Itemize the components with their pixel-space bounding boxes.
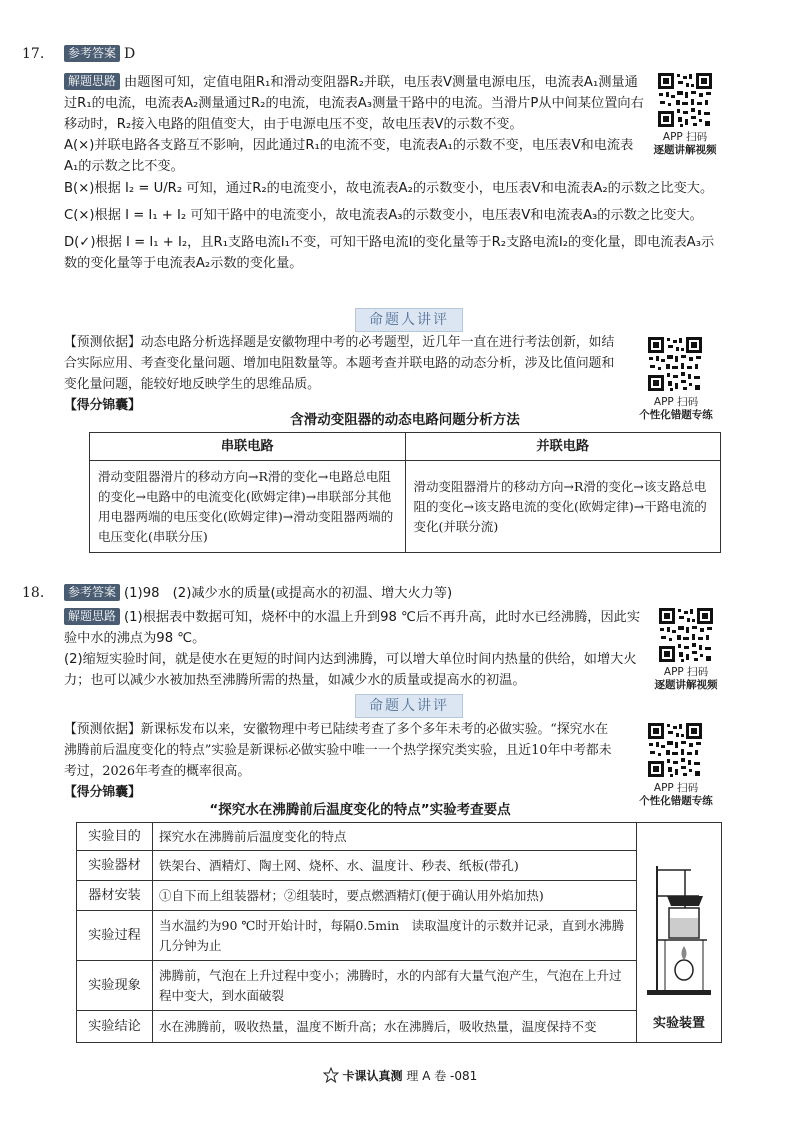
q18-commentary (64, 719, 619, 803)
qr-code-icon[interactable] (647, 722, 703, 778)
q17-table-title: 含滑动变阻器的动态电路问题分析方法 (290, 412, 520, 428)
row-key: 器材安装 (77, 881, 153, 911)
q18-predict: 【预测依据】新课标发布以来，安徽物理中考已陆续考查了多个多年未考的必做实验。“探究水在沸腾前后温度变化的特点”实验是新课标必做实验中唯一一个热学探究类实验，且近10年中考都未考过，2026年考查的概率很高。 (64, 722, 612, 779)
row-value: 沸腾前，气泡在上升过程中变小；沸腾时，水的内部有大量气泡产生，气泡在上升过程中变大，到水面破裂 (153, 961, 637, 1011)
q17-option-a: A(×)并联电路各支路互不影响，因此通过R₁的电流不变，电流表A₁的示数不变，电压表V和电流表A₁的示数之比不变。 (64, 138, 634, 174)
q18-answer: (1)98 (2)减少水的质量(或提高水的初温、增大火力等) (124, 586, 453, 601)
q17-commentary (64, 332, 619, 416)
table-cell: 滑动变阻器滑片的移动方向→R滑的变化→该支路总电阻的变化→该支路电流的变化(欧姆定律)→干路电流的变化(并联分流) (405, 461, 721, 553)
q17-answer-line (64, 44, 135, 65)
q17-predict: 【预测依据】动态电路分析选择题是安徽物理中考的必考题型，近几年一直在进行考法创新，如结合实际应用、考查变化量问题、增加电阻数量等。本题考查并联电路的动态分析，涉及比值问题和变化量问题，能较好地反映学生的思维品质。 (64, 335, 615, 392)
row-value: ①自下而上组装器材；②组装时，要点燃酒精灯(便于确认用外焰加热) (153, 881, 637, 911)
q18-number: 18. (22, 585, 45, 601)
footer-brand: 卡课认真测 (342, 1069, 403, 1083)
q17-tips: 【得分锦囊】 (64, 398, 141, 413)
q17-answer: D (124, 46, 136, 62)
device-label: 实验装置 (653, 1016, 706, 1031)
page-number: -081 (450, 1069, 478, 1083)
think-tag: 解题思路 (64, 608, 120, 625)
qr-code-icon[interactable] (647, 336, 703, 392)
row-value: 铁架台、酒精灯、陶土网、烧杯、水、温度计、秒表、纸板(带孔) (153, 851, 637, 881)
row-key: 实验器材 (77, 851, 153, 881)
answer-tag: 参考答案 (64, 45, 120, 62)
device-cell (637, 823, 722, 1043)
star-logo-icon (323, 1067, 339, 1083)
row-key: 实验过程 (77, 911, 153, 961)
page-footer (300, 1066, 500, 1087)
table-header: 串联电路 (90, 433, 406, 461)
q17-method-table (89, 432, 721, 553)
row-value: 水在沸腾前，吸收热量，温度不断升高；水在沸腾后，吸收热量，温度保持不变 (153, 1011, 637, 1043)
q17-option-c: C(×)根据 I = I₁ + I₂ 可知干路中的电流变小，故电流表A₃的示数变小，电压表V和电流表A₃的示数之比变大。 (64, 208, 703, 223)
think-tag: 解题思路 (64, 73, 120, 90)
qr-caption: APP 扫码 逐题讲解视频 (653, 131, 717, 156)
qr-caption: APP 扫码 逐题讲解视频 (654, 666, 718, 691)
q18-tips: 【得分锦囊】 (64, 785, 141, 800)
row-key: 实验现象 (77, 961, 153, 1011)
qr-caption: APP 扫码 个性化错题专练 (639, 782, 713, 807)
commentary-banner: 命题人讲评 (355, 308, 463, 332)
table-header: 并联电路 (405, 433, 721, 461)
q18-answer-line (64, 583, 452, 604)
footer-subject: 理 A 卷 (406, 1069, 447, 1083)
q17-options (64, 178, 724, 274)
row-key: 实验目的 (77, 823, 153, 851)
q17-think-text: 由题图可知，定值电阻R₁和滑动变阻器R₂并联，电压表V测量电源电压，电流表A₁测量通过R₁的电流，电流表A₂测量通过R₂的电流，电流表A₃测量干路中的电流。当滑片P从中间某位置向右移动时，R₂接入电路的阻值变大，由于电源电压不变，故电压表V的示数不变。 (64, 75, 644, 132)
row-value: 当水温约为90 ℃时开始计时，每隔0.5min 读取温度计的示数并记录，直到水沸腾几分钟为止 (153, 911, 637, 961)
experiment-apparatus-icon (641, 858, 717, 1008)
commentary-banner: 命题人讲评 (355, 694, 463, 718)
row-key: 实验结论 (77, 1011, 153, 1043)
q18-think-2: (2)缩短实验时间，就是使水在更短的时间内达到沸腾，可以增大单位时间内热量的供给，如增大火力；也可以减少水被加热至沸腾所需的热量，如减少水的质量或提高水的初温。 (64, 652, 637, 688)
q17-number: 17. (22, 46, 45, 62)
q17-solution (64, 72, 646, 177)
answer-tag: 参考答案 (64, 584, 120, 601)
q18-table-title: “探究水在沸腾前后温度变化的特点”实验考查要点 (209, 802, 511, 818)
q18-solution (64, 607, 646, 691)
q18-think-1: (1)根据表中数据可知，烧杯中的水温上升到98 ℃后不再升高，此时水已经沸腾，因此实验中水的沸点为98 ℃。 (64, 610, 641, 646)
q18-points-table (76, 822, 722, 1043)
row-value: 探究水在沸腾前后温度变化的特点 (153, 823, 637, 851)
qr-code-icon[interactable] (658, 607, 714, 663)
q17-option-d: D(✓)根据 I = I₁ + I₂，且R₁支路电流I₁不变，可知干路电流I的变化量等于R₂支路电流I₂的变化量，即电流表A₃示数的变化量等于电流表A₂示数的变化量。 (64, 235, 715, 271)
qr-caption: APP 扫码 个性化错题专练 (639, 396, 713, 421)
table-cell: 滑动变阻器滑片的移动方向→R滑的变化→电路总电阻的变化→电路中的电流变化(欧姆定律)→串联部分其他用电器两端的电压变化(欧姆定律)→滑动变阻器两端的电压变化(串联分压) (90, 461, 406, 553)
q17-option-b: B(×)根据 I₂ = U/R₂ 可知，通过R₂的电流变小，故电流表A₂的示数变小，电压表V和电流表A₂的示数之比变大。 (64, 181, 714, 196)
qr-code-icon[interactable] (657, 72, 713, 128)
